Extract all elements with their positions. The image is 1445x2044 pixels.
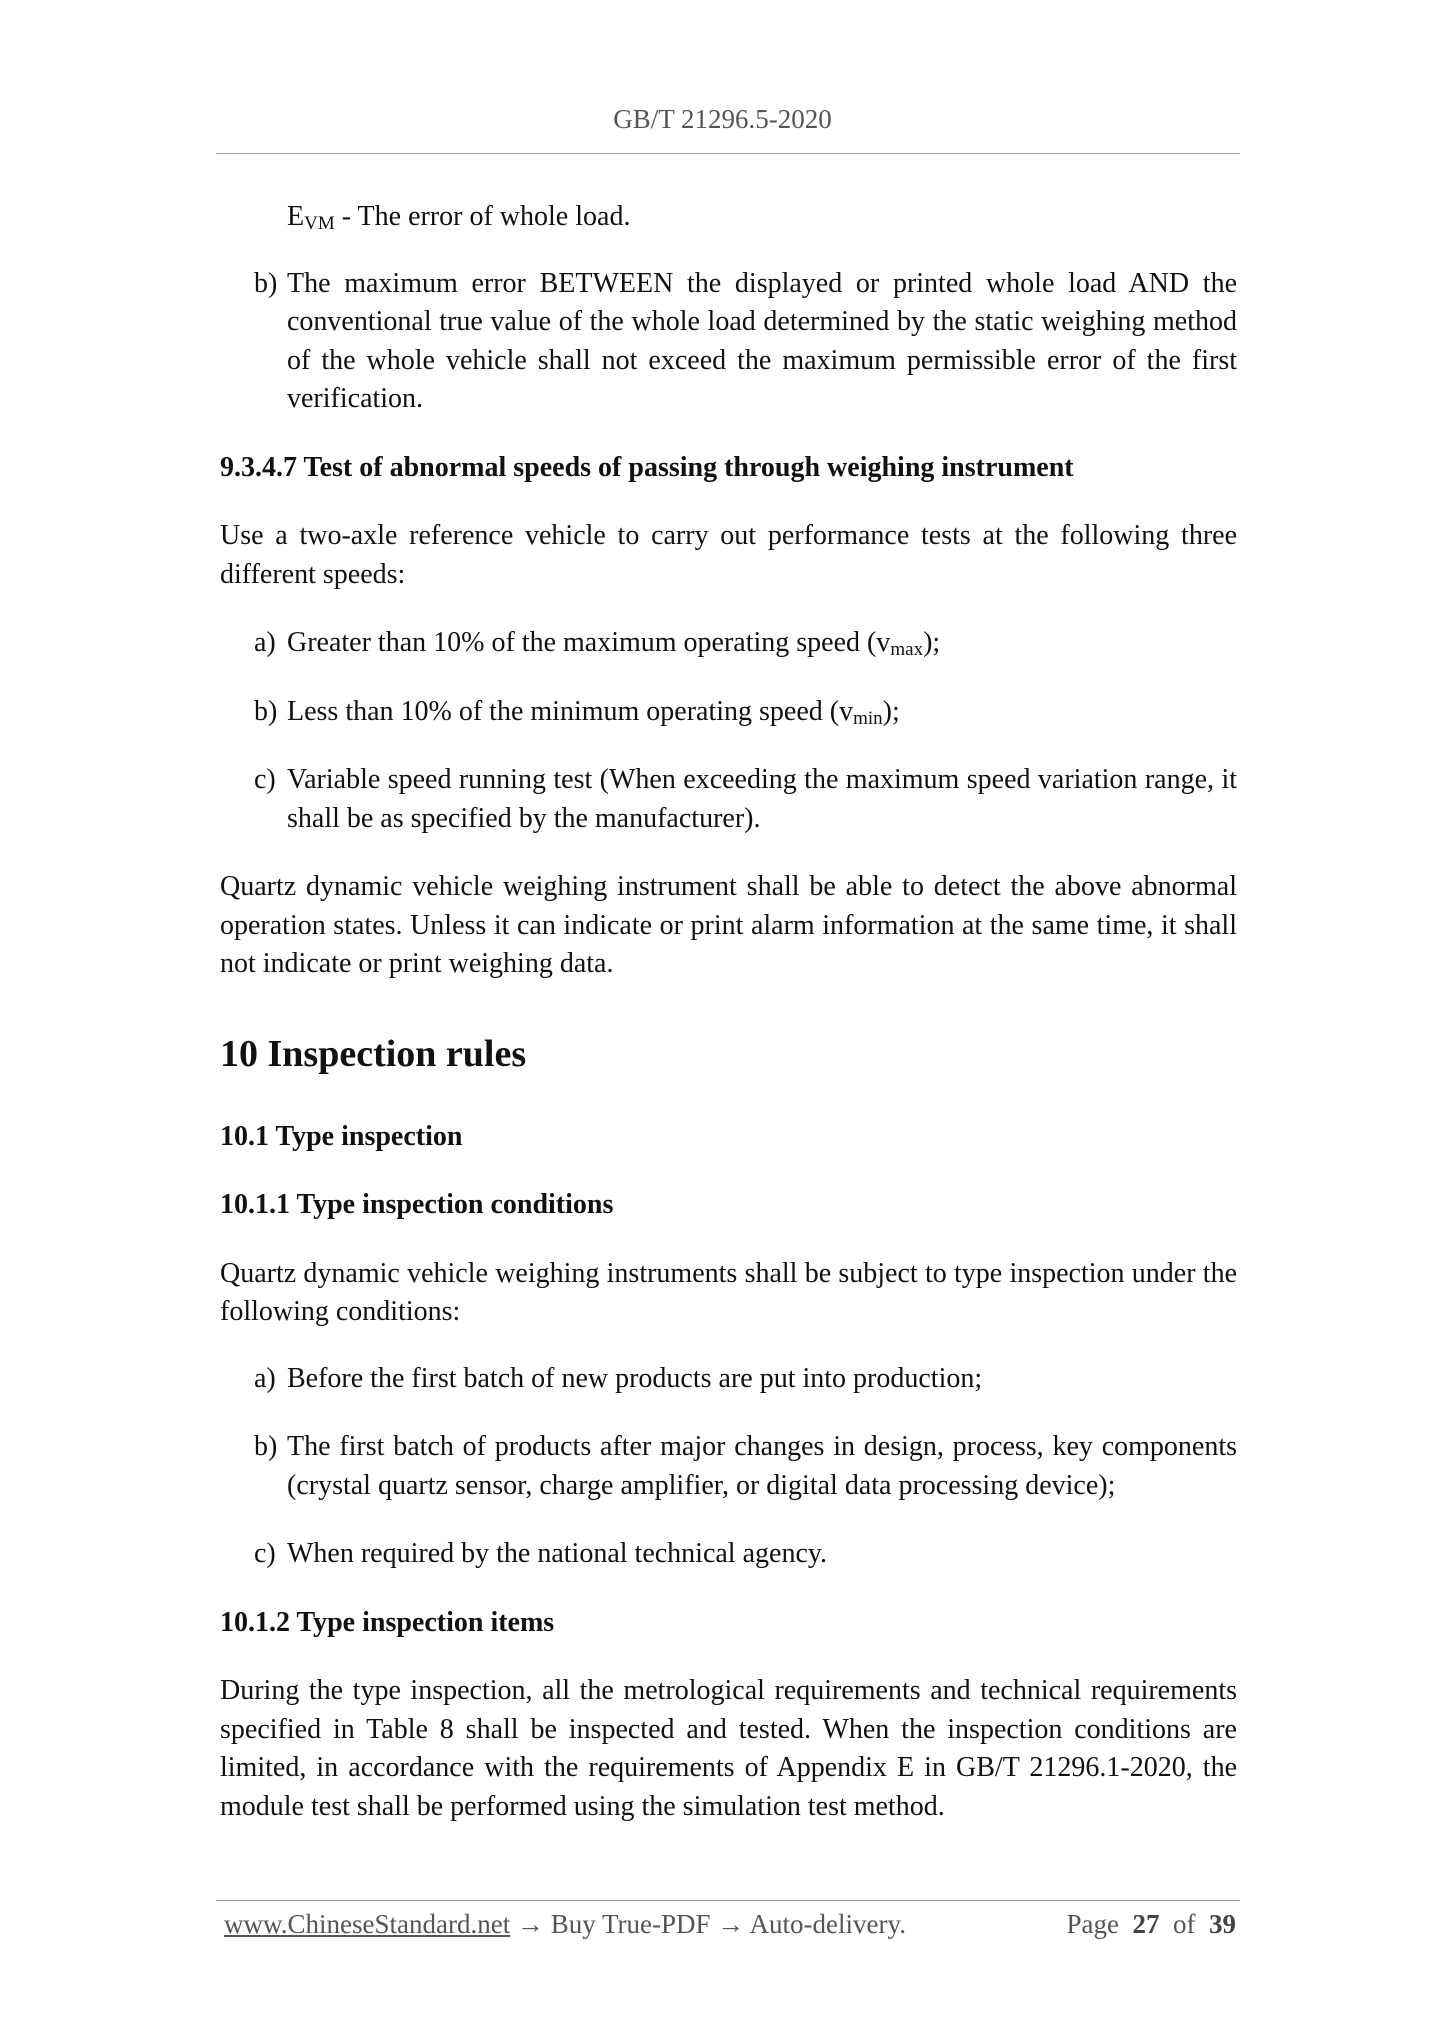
footer-divider (216, 1900, 1240, 1901)
list-item-a-first-batch (220, 1360, 1237, 1399)
list-label: a) (254, 627, 276, 658)
list-label: b) (254, 267, 278, 299)
paragraph-two-axle-intro: Use a two-axle reference vehicle to carry out performance tests at the following three different speeds: (220, 520, 1237, 590)
list-label: a) (254, 1362, 276, 1394)
auto-delivery-text: Auto-delivery. (749, 1909, 906, 1939)
list-item-b-less-speed (220, 693, 1237, 732)
arrow-right-icon: → (516, 1909, 544, 1939)
heading-10-inspection-rules: 10 Inspection rules (220, 1032, 527, 1075)
list-text-end: ); (882, 695, 900, 727)
footer-promo (224, 1906, 906, 1942)
heading-10-1: 10.1 Type inspection (220, 1120, 463, 1152)
list-item-b-max-error (220, 265, 1237, 419)
heading-9-3-4-7: 9.3.4.7 Test of abnormal speeds of passing through weighing instrument (220, 451, 1074, 483)
paragraph-type-inspection-items: During the type inspection, all the metrological requirements and technical requirements specified in Table 8 shall be inspected and tested. When the inspection conditions are limited, in accordance with the requirements of Appendix E in GB/T 21296.1-2020, the module test shall be performed using the simulation test method. (220, 1675, 1237, 1822)
document-header-title: GB/T 21296.5-2020 (613, 104, 832, 134)
list-text: The maximum error BETWEEN the displayed or printed whole load AND the conventional true value of the whole load determined by the static weighing method of the whole vehicle shall not exceed the maximum permissible error of the first verification. (287, 267, 1237, 414)
evm-subscript: VM (304, 213, 335, 234)
list-label: b) (254, 695, 278, 727)
of-word: of (1173, 1909, 1196, 1939)
list-item-c-national-agency (220, 1535, 1237, 1574)
current-page-number: 27 (1132, 1909, 1160, 1939)
evm-text: - The error of whole load. (334, 201, 631, 232)
list-label: c) (254, 1538, 276, 1569)
list-text: The first batch of products after major changes in design, process, key components (crystal quartz sensor, charge amplifier, or digital data processing device); (287, 1431, 1237, 1501)
list-text: Before the first batch of new products are put into production; (287, 1362, 983, 1394)
list-text: Less than 10% of the minimum operating speed (v (287, 695, 854, 727)
heading-10-1-1: 10.1.1 Type inspection conditions (220, 1189, 614, 1220)
paragraph-abnormal-detection: Quartz dynamic vehicle weighing instrument shall be able to detect the above abnormal operation states. Unless it can indicate or print alarm information at the same time, it shall not indicate or print weighing data. (220, 871, 1237, 979)
paragraph-type-inspection-conditions: Quartz dynamic vehicle weighing instruments shall be subject to type inspection under the following conditions: (220, 1257, 1237, 1327)
chinesestandard-link[interactable]: www.ChineseStandard.net (224, 1909, 511, 1939)
arrow-right-icon: → (717, 1909, 745, 1939)
evm-definition (220, 198, 1237, 237)
list-item-a-greater-speed (220, 624, 1237, 663)
evm-symbol: E (287, 201, 305, 232)
buy-true-pdf-text: Buy True-PDF (550, 1909, 711, 1939)
document-body (220, 198, 1237, 1826)
list-text-end: ); (923, 627, 941, 658)
list-label: c) (254, 764, 276, 795)
list-item-b-major-changes (220, 1428, 1237, 1505)
list-text: Greater than 10% of the maximum operating speed (v (287, 627, 891, 658)
list-text: Variable speed running test (When exceeding the maximum speed variation range, it shall be as specified by the manufacturer). (287, 764, 1237, 834)
vmax-subscript: max (890, 639, 924, 660)
header-divider (216, 153, 1240, 154)
vmin-subscript: min (853, 707, 883, 729)
list-item-c-variable-speed (220, 761, 1237, 838)
list-label: b) (254, 1431, 278, 1462)
heading-10-1-2: 10.1.2 Type inspection items (220, 1606, 555, 1638)
page-word: Page (1066, 1909, 1119, 1939)
page-number (1067, 1906, 1236, 1942)
total-pages-number: 39 (1209, 1909, 1236, 1939)
list-text: When required by the national technical agency. (287, 1538, 828, 1569)
